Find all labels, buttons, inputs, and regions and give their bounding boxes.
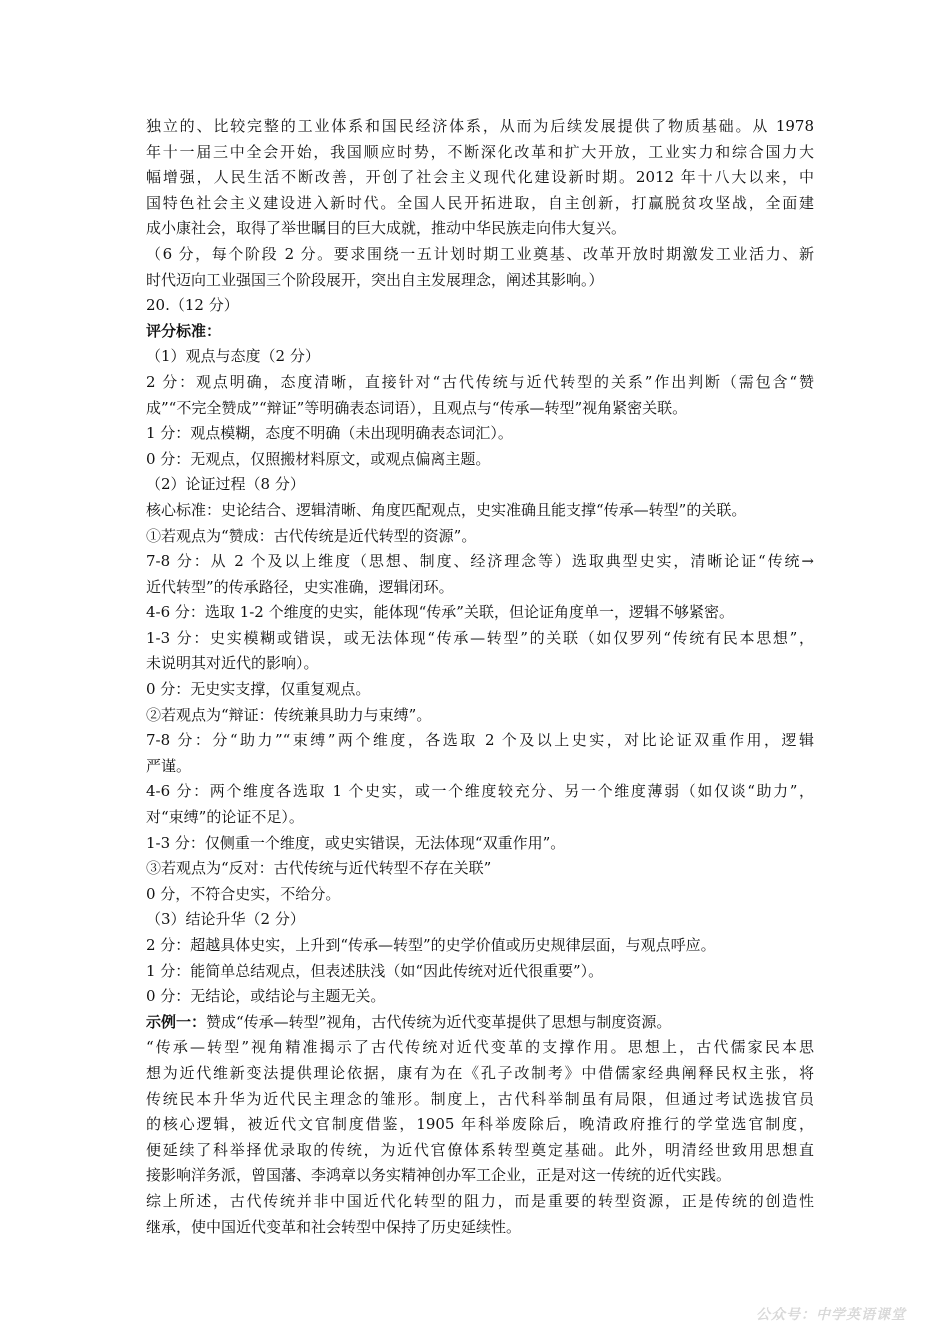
text-line: 近代转型”的传承路径，史实准确，逻辑闭环。 <box>146 577 454 596</box>
text-line: 4-6 分：两个维度各选取 1 个史实，或一个维度较充分、另一个维度薄弱（如仅谈“助力”， <box>146 782 814 801</box>
text-line: 核心标准：史论结合、逻辑清晰、角度匹配观点，史实准确且能支撑“传承—转型”的关联。 <box>146 500 747 519</box>
text-line: ①若观点为“赞成：古代传统是近代转型的资源”。 <box>146 526 477 545</box>
example-label: 示例一： <box>146 1012 207 1031</box>
text-line: （2）论证过程（8 分） <box>146 475 305 494</box>
text-line: 独立的、比较完整的工业体系和国民经济体系，从而为后续发展提供了物质基础。从 1978 <box>146 117 814 135</box>
text-line: 7-8 分：分“助力”“束缚”两个维度，各选取 2 个及以上史实，对比论证双重作用，逻辑 <box>146 731 814 750</box>
text-line: 4-6 分：选取 1-2 个维度的史实，能体现“传承”关联，但论证角度单一，逻辑不够紧密。 <box>146 603 734 622</box>
text-line: 7-8 分：从 2 个及以上维度（思想、制度、经济理念等）选取典型史实，清晰论证“传统→ <box>146 552 814 571</box>
watermark: 公众号：中学英语课堂 <box>756 1307 906 1323</box>
text-line: （1）观点与态度（2 分） <box>146 347 320 366</box>
text-line: 未说明其对近代的影响）。 <box>146 654 319 673</box>
document-body <box>146 114 814 1240</box>
text-line: 1-3 分：史实模糊或错误，或无法体现“传承—转型”的关联（如仅罗列“传统有民本思想”， <box>146 628 814 647</box>
text-line: 成小康社会，取得了举世瞩目的巨大成就，推动中华民族走向伟大复兴。 <box>146 219 627 238</box>
text-line: 20.（12 分） <box>146 296 239 315</box>
text-line: 对“束缚”的论证不足）。 <box>146 808 304 827</box>
text-line: 严谨。 <box>146 756 192 775</box>
text-line: 传统民本升华为近代民主理念的雏形。制度上，古代科举制虽有局限，但通过考试选拔官员 <box>146 1089 814 1108</box>
text-line: 的核心逻辑，被近代文官制度借鉴，1905 年科举废除后，晚清政府推行的学堂选官制度， <box>146 1115 814 1134</box>
text-line: 幅增强，人民生活不断改善，开创了社会主义现代化建设新时期。2012 年十八大以来，中 <box>146 168 814 187</box>
text-line <box>146 1010 814 1036</box>
text-line: 便延续了科举择优录取的传统，为近代官僚体系转型奠定基础。此外，明清经世致用思想直 <box>146 1140 814 1159</box>
text-line: 1 分：观点模糊，态度不明确（未出现明确表态词汇）。 <box>146 424 513 443</box>
text-line: 1 分：能简单总结观点，但表述肤浅（如“因此传统对近代很重要”）。 <box>146 961 604 980</box>
text-line: 继承，使中国近代变革和社会转型中保持了历史延续性。 <box>146 1217 522 1236</box>
text-line: （3）结论升华（2 分） <box>146 910 305 929</box>
text-line: “传承—转型”视角精准揭示了古代传统对近代变革的支撑作用。思想上，古代儒家民本思 <box>146 1038 814 1057</box>
text-line: 0 分，不符合史实，不给分。 <box>146 884 341 903</box>
text-line: 综上所述，古代传统并非中国近代化转型的阻力，而是重要的转型资源，正是传统的创造性 <box>146 1191 814 1210</box>
text-line: ②若观点为“辩证：传统兼具助力与束缚”。 <box>146 705 432 724</box>
text-line: 2 分：观点明确，态度清晰，直接针对“古代传统与近代转型的关系”作出判断（需包含“赞 <box>146 372 814 391</box>
text-line: 成”“不完全赞成”“辩证”等明确表态词语），且观点与“传承—转型”视角紧密关联。 <box>146 398 688 417</box>
text-line: 想为近代维新变法提供理论依据，康有为在《孔子改制考》中借儒家经典阐释民权主张，将 <box>146 1063 814 1082</box>
text-line: 接影响洋务派，曾国藩、李鸿章以务实精神创办军工企业，正是对这一传统的近代实践。 <box>146 1166 732 1185</box>
example-title: 赞成“传承—转型”视角，古代传统为近代变革提供了思想与制度资源。 <box>206 1012 672 1031</box>
text-line: 国特色社会主义建设进入新时代。全国人民开拓进取，自主创新，打赢脱贫攻坚战，全面建 <box>146 193 814 212</box>
text-line: 年十一届三中全会开始，我国顺应时势，不断深化改革和扩大开放，工业实力和综合国力大 <box>146 142 814 161</box>
text-line: 时代迈向工业强国三个阶段展开，突出自主发展理念，阐述其影响。） <box>146 270 604 289</box>
text-line: 0 分：无观点，仅照搬材料原文，或观点偏离主题。 <box>146 449 491 468</box>
text-line: ③若观点为“反对：古代传统与近代转型不存在关联” <box>146 859 492 878</box>
text-line: 1-3 分：仅侧重一个维度，或史实错误，无法体现“双重作用”。 <box>146 833 566 852</box>
text-line: （6 分，每个阶段 2 分。要求围绕一五计划时期工业奠基、改革开放时期激发工业活力、新 <box>146 244 814 263</box>
text-line: 0 分：无史实支撑，仅重复观点。 <box>146 680 371 699</box>
text-line: 0 分：无结论，或结论与主题无关。 <box>146 987 386 1006</box>
text-line: 2 分：超越具体史实，上升到“传承—转型”的史学价值或历史规律层面，与观点呼应。 <box>146 936 716 954</box>
section-heading: 评分标准： <box>146 321 222 340</box>
